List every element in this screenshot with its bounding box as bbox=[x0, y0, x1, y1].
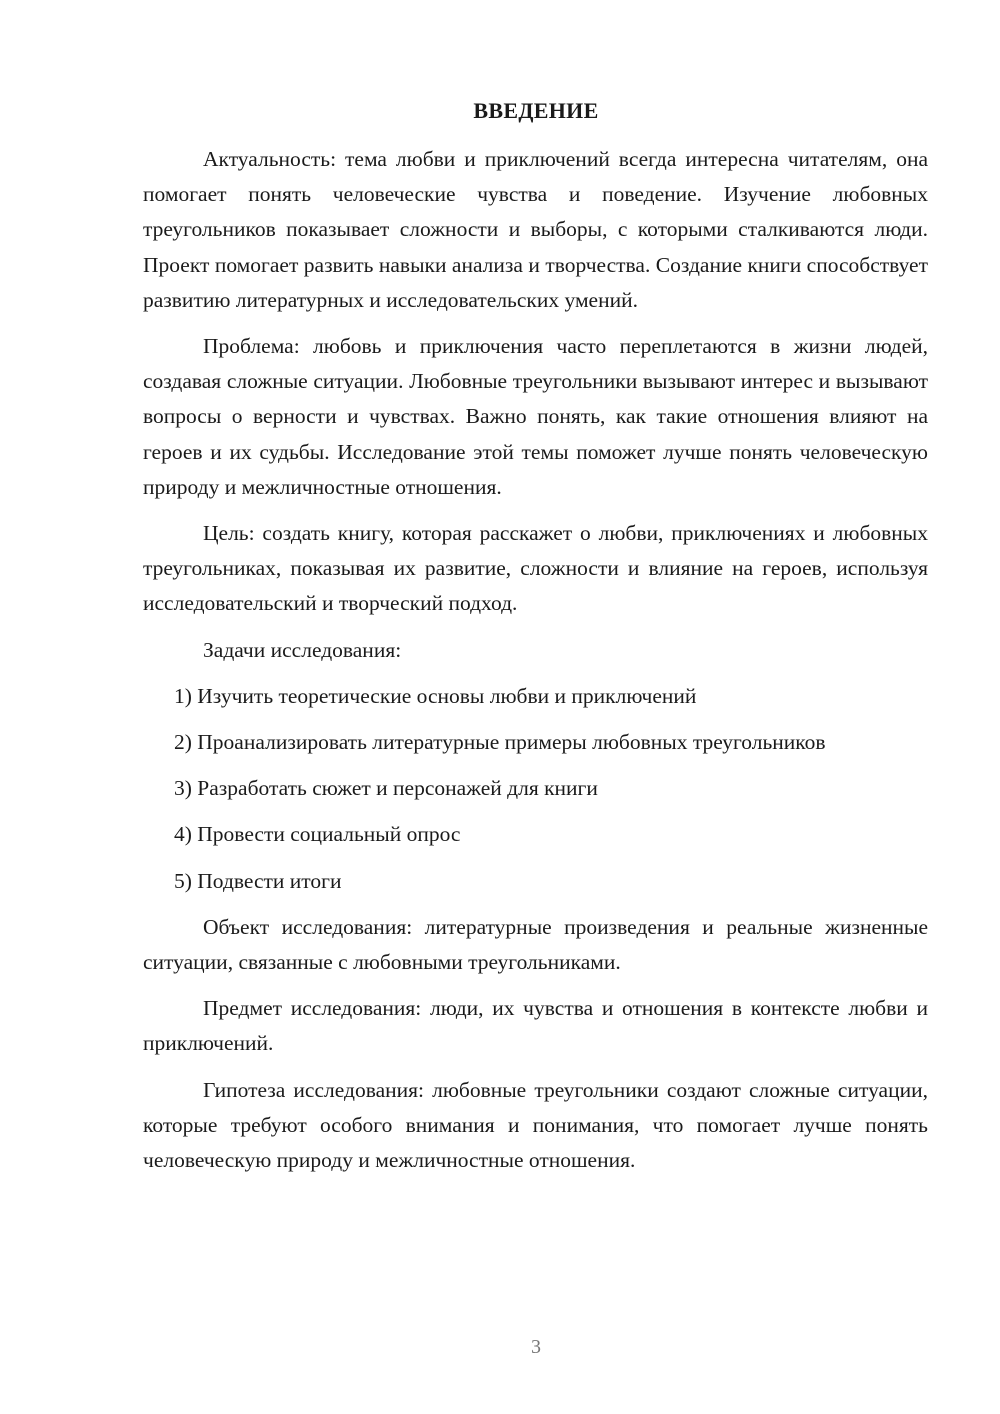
task-item: 2) Проанализировать литературные примеры любовных треугольников bbox=[174, 730, 826, 755]
tasks-heading: Задачи исследования: bbox=[203, 637, 402, 662]
section-title: ВВЕДЕНИЕ bbox=[473, 98, 599, 123]
goal-paragraph: Цель: создать книгу, которая расскажет о любви, приключениях и любовных треугольниках, показывая их развитие, сложности и влияние на героев, используя исследовательский и творческий подход. bbox=[143, 521, 928, 616]
page-number: 3 bbox=[531, 1336, 541, 1358]
object-paragraph: Объект исследования: литературные произведения и реальные жизненные ситуации, связанные с любовными треугольниками. bbox=[143, 914, 928, 975]
hypothesis-paragraph: Гипотеза исследования: любовные треугольники создают сложные ситуации, которые требуют особого внимания и понимания, что помогает лучше понять человеческую природу и межличностные отношения. bbox=[143, 1077, 928, 1173]
problem-paragraph: Проблема: любовь и приключения часто переплетаются в жизни людей, создавая сложные ситуации. Любовные треугольники вызывают интерес и вызывают вопросы о верности и чувствах. Важно понять, как такие отношения влияют на героев и их судьбы. Исследование этой темы поможет лучше понять человеческую природу и межличностные отношения. bbox=[143, 334, 928, 499]
task-item: 3) Разработать сюжет и персонажей для книги bbox=[174, 776, 598, 801]
relevance-paragraph: Актуальность: тема любви и приключений всегда интересна читателям, она помогает понять человеческие чувства и поведение. Изучение любовных треугольников показывает сложности и выборы, с которыми сталкиваются люди. Проект помогает развить навыки анализа и творчества. Создание книги способствует развитию литературных и исследовательских умений. bbox=[143, 147, 928, 312]
task-item: 5) Подвести итоги bbox=[174, 868, 342, 893]
task-item: 4) Провести социальный опрос bbox=[174, 822, 461, 847]
task-item: 1) Изучить теоретические основы любви и приключений bbox=[174, 683, 697, 708]
body-text bbox=[143, 142, 928, 1189]
subject-paragraph: Предмет исследования: люди, их чувства и отношения в контексте любви и приключений. bbox=[143, 996, 928, 1056]
